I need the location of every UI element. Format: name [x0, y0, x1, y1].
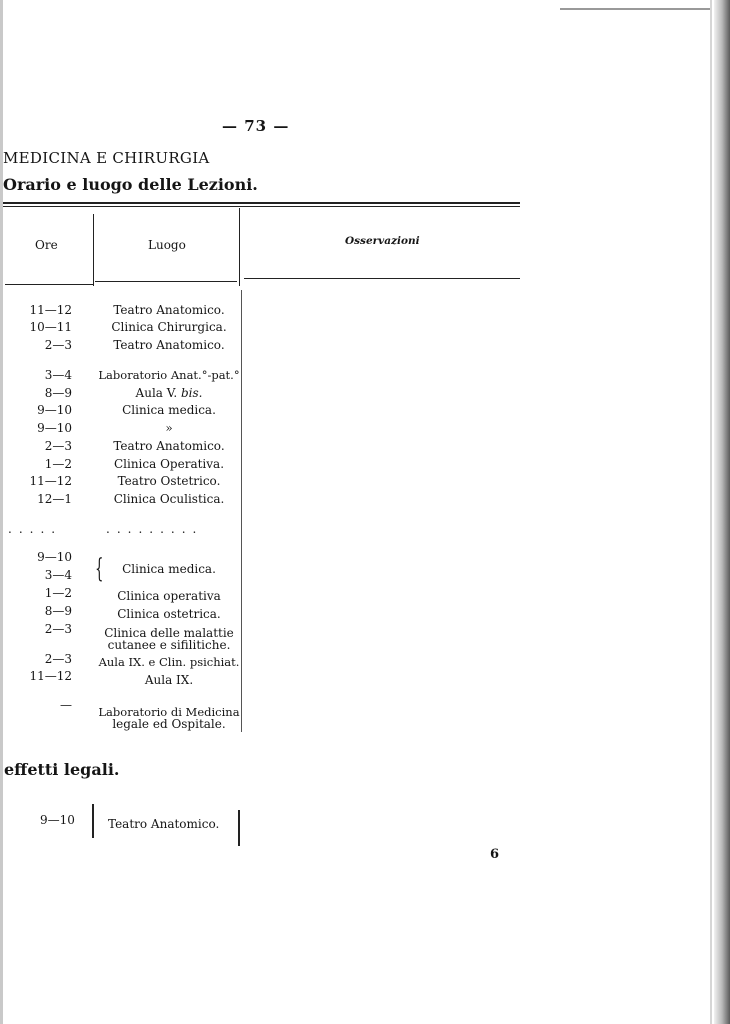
- brace: {: [95, 554, 104, 584]
- dotted-leader: .........: [106, 522, 204, 536]
- sheet-signature-number: 6: [490, 847, 500, 862]
- table-cell-ore: 1—2: [44, 457, 72, 471]
- header-rule: [95, 281, 237, 282]
- table-cell-luogo: legale ed Ospitale.: [112, 717, 226, 731]
- table-cell-ore: 8—9: [44, 604, 72, 618]
- table-cell-ore: 9—10: [37, 550, 72, 564]
- table-cell-ore: 2—3: [44, 439, 72, 453]
- table-cell-luogo: Laboratorio Anat.°-pat.°: [98, 368, 240, 382]
- column-divider: [93, 214, 94, 286]
- table-cell-luogo: Clinica medica.: [122, 562, 216, 576]
- table-cell-luogo: Teatro Anatomico.: [113, 338, 225, 352]
- table-cell-ore: 2—3: [44, 622, 72, 636]
- table-cell-luogo: Clinica Oculistica.: [113, 492, 225, 506]
- column-divider: [92, 804, 94, 838]
- table-cell-luogo: Clinica Operativa.: [113, 457, 225, 471]
- column-divider: [238, 810, 240, 846]
- section-title: MEDICINA E CHIRURGIA: [3, 149, 210, 167]
- section-heading: effetti legali.: [4, 760, 120, 779]
- table-cell-ore: 11—12: [29, 303, 72, 317]
- table-cell-luogo: Laboratorio di Medicina: [98, 705, 240, 719]
- page-edge-shadow: [710, 0, 712, 1024]
- page-subtitle: Orario e luogo delle Lezioni.: [3, 175, 258, 194]
- table-cell-luogo: Clinica ostetrica.: [117, 607, 221, 621]
- table-cell-ore: 3—4: [44, 568, 72, 582]
- column-header-osservazioni: Osservazioni: [345, 235, 420, 247]
- table-cell-luogo: Teatro Anatomico.: [113, 303, 225, 317]
- table-cell-luogo: Clinica operativa: [117, 589, 221, 603]
- table-cell-ore: 10—11: [29, 320, 72, 334]
- table-cell-ore: 1—2: [44, 586, 72, 600]
- table-cell-ore: 11—12: [29, 474, 72, 488]
- column-divider: [239, 208, 240, 286]
- table-cell-ore: —: [60, 698, 72, 712]
- table-cell-ore: 9—10: [40, 813, 75, 827]
- table-cell-ore: 3—4: [44, 368, 72, 382]
- table-cell-luogo: Teatro Ostetrico.: [117, 474, 221, 488]
- page-edge-right: [714, 0, 730, 1024]
- table-cell-luogo: Clinica Chirurgica.: [111, 320, 227, 334]
- table-cell-ore: 12—1: [37, 492, 72, 506]
- dotted-leader: .....: [8, 522, 63, 536]
- table-cell-luogo: Aula V. bis.: [135, 386, 203, 400]
- table-cell-luogo: Aula IX. e Clin. psichiat.: [98, 655, 240, 669]
- header-rule: [5, 284, 93, 285]
- header-rule: [244, 278, 520, 279]
- table-cell-ore: 2—3: [44, 652, 72, 666]
- table-cell-luogo: Teatro Anatomico.: [108, 817, 220, 831]
- column-header-ore: Ore: [35, 238, 58, 252]
- table-cell-luogo: cutanee e sifilitiche.: [107, 638, 231, 652]
- table-cell-luogo: Teatro Anatomico.: [113, 439, 225, 453]
- page-number: — 73 —: [222, 117, 290, 135]
- table-top-rule-thin: [3, 206, 520, 207]
- table-cell-ore: 11—12: [29, 669, 72, 683]
- table-cell-ore: 9—10: [37, 403, 72, 417]
- table-cell-ore: 9—10: [37, 421, 72, 435]
- table-cell-ore: 2—3: [44, 338, 72, 352]
- table-top-rule: [3, 202, 520, 204]
- table-cell-ore: 8—9: [44, 386, 72, 400]
- column-header-luogo: Luogo: [148, 238, 186, 252]
- table-cell-luogo: »: [165, 421, 173, 435]
- top-rule: [560, 8, 710, 10]
- table-cell-luogo: Clinica delle malattie: [104, 626, 234, 640]
- table-cell-luogo: Aula IX.: [144, 673, 194, 687]
- table-cell-luogo: Clinica medica.: [122, 403, 216, 417]
